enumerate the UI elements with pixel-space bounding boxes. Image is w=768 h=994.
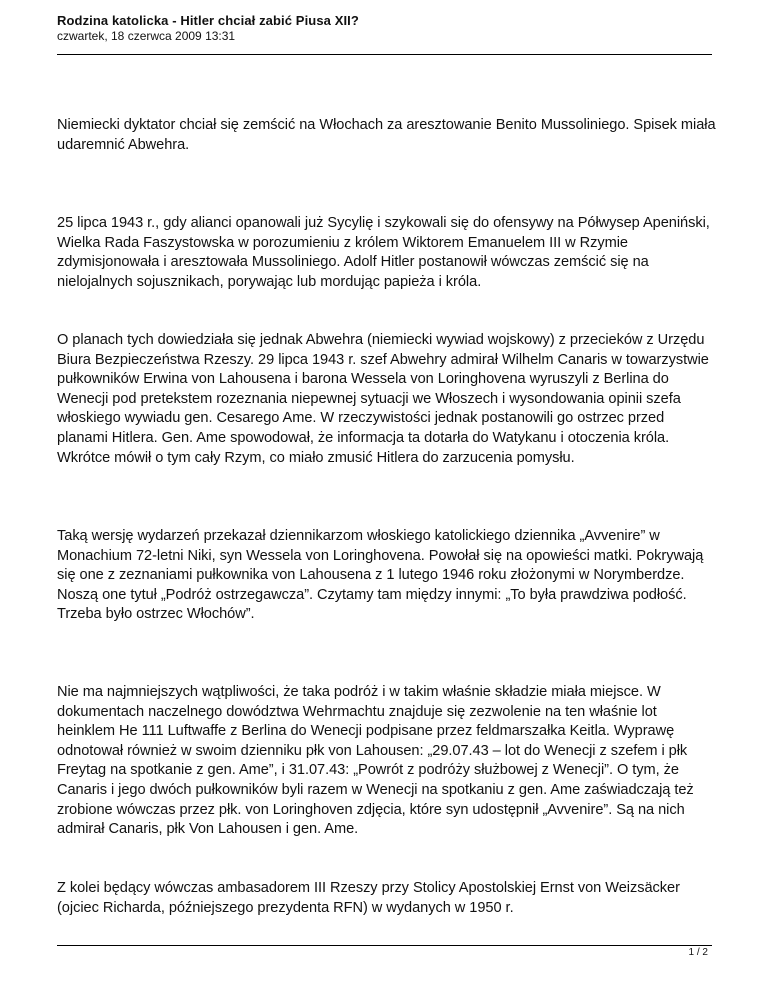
header-divider [57,54,712,55]
paragraph-2: 25 lipca 1943 r., gdy alianci opanowali już Sycylię i szykowali się do ofensywy na Półwysep Apeniński, Wielka Rada Faszystowska w porozumieniu z królem Wiktorem Emanuelem III w Rzymie zdymisjonowała i aresztowała Mussoliniego. Adolf Hitler postanowił wówczas zemścić się na nielojalnych sojusznikach, porywając lub mordując papieża i króla. [57,215,710,290]
footer-divider [57,945,712,946]
paragraph-5: Nie ma najmniejszych wątpliwości, że taka podróż i w takim właśnie składzie miała miejsce. W dokumentach naczelnego dowództwa Wehrmachtu znajduje się zezwolenie na ten właśnie lot heinklem He 111 Luftwaffe z Berlina do Wenecji podpisane przez feldmarszałka Keitla. Wyprawę odnotował również w swoim dzienniku płk von Lahousen: „29.07.43 – lot do Wenecji z szefem i płk Freytag na spotkanie z gen. Ame”, i 31.07.43: „Powrót z podróży służbowej z Wenecji”. O tym, że Canaris i jego dwóch pułkowników byli razem w Wenecji na spotkaniu z gen. Ame zaświadczają też zrobione wówczas przez płk. von Loringhoven zdjęcia, które syn udostępnił „Avvenire”. Są na nich admirał Canaris, płk Von Lahousen i gen. Ame. [57,684,694,838]
paragraph-4: Taką wersję wydarzeń przekazał dziennikarzom włoskiego katolickiego dziennika „Avvenire” w Monachium 72-letni Niki, syn Wessela von Loringhovena. Powołał się na opowieści matki. Pokrywają się one z zeznaniami pułkownika von Lahousena z 1 lutego 1946 roku złożonymi w Norymberdze. Noszą one tytuł „Podróż ostrzegawcza”. Czytamy tam między innymi: „To była prawdziwa podłość. Trzeba było ostrzec Włochów”. [57,528,704,623]
document-date: czwartek, 18 czerwca 2009 13:31 [57,29,236,43]
page-number: 1 / 2 [688,947,708,958]
paragraph-lead: Niemiecki dyktator chciał się zemścić na Włochach za aresztowanie Benito Mussoliniego. Spisek miała udaremnić Abwehra. [57,117,716,153]
paragraph-3: O planach tych dowiedziała się jednak Abwehra (niemiecki wywiad wojskowy) z przecieków z Urzędu Biura Bezpieczeństwa Rzeszy. 29 lipca 1943 r. szef Abwehry admirał Wilhelm Canaris w towarzystwie pułkowników Erwina von Lahousena i barona Wessela von Loringhovena wyruszyli z Berlina do Wenecji pod pretekstem rozeznania niepewnej sytuacji we Włoszech i wysondowania opinii szefa włoskiego wywiadu gen. Cesarego Ame. W rzeczywistości jednak postanowili go ostrzec przed planami Hitlera. Gen. Ame spowodował, że informacja ta dotarła do Watykanu i otoczenia króla. Wkrótce mówił o tym cały Rzym, co miało zmusić Hitlera do zarzucenia pomysłu. [57,332,709,466]
document-title: Rodzina katolicka - Hitler chciał zabić Piusa XII? [57,13,359,28]
paragraph-6: Z kolei będący wówczas ambasadorem III Rzeszy przy Stolicy Apostolskiej Ernst von Weizsäcker (ojciec Richarda, późniejszego prezydenta RFN) w wydanych w 1950 r. [57,880,680,916]
document-header [57,13,717,44]
